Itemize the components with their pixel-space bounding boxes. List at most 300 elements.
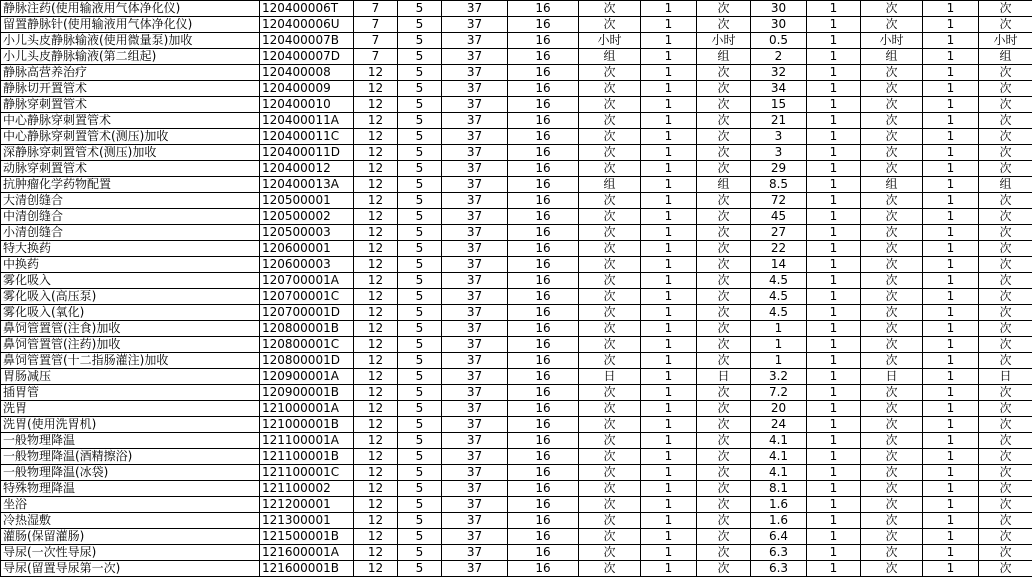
col-3-cell[interactable]: 12 xyxy=(354,529,398,545)
unit-3-cell[interactable]: 次 xyxy=(861,481,923,497)
unit-cell[interactable]: 次 xyxy=(579,161,641,177)
col-3-cell[interactable]: 12 xyxy=(354,209,398,225)
price-cell[interactable]: 30 xyxy=(751,1,807,17)
col-4-cell[interactable]: 5 xyxy=(398,481,442,497)
qty-cell[interactable]: 1 xyxy=(641,433,697,449)
item-code-cell[interactable]: 121100002 xyxy=(260,481,354,497)
col-6-cell[interactable]: 16 xyxy=(508,209,579,225)
unit-3-cell[interactable]: 次 xyxy=(861,113,923,129)
unit-3-cell[interactable]: 次 xyxy=(861,337,923,353)
qty-2-cell[interactable]: 1 xyxy=(807,17,861,33)
unit-4-cell[interactable]: 次 xyxy=(979,129,1032,145)
price-cell[interactable]: 4.5 xyxy=(751,273,807,289)
col-5-cell[interactable]: 37 xyxy=(442,33,508,49)
qty-2-cell[interactable]: 1 xyxy=(807,113,861,129)
item-code-cell[interactable]: 121300001 xyxy=(260,513,354,529)
col-5-cell[interactable]: 37 xyxy=(442,353,508,369)
qty-3-cell[interactable]: 1 xyxy=(923,17,979,33)
item-code-cell[interactable]: 120700001A xyxy=(260,273,354,289)
qty-2-cell[interactable]: 1 xyxy=(807,49,861,65)
item-code-cell[interactable]: 120700001D xyxy=(260,305,354,321)
qty-3-cell[interactable]: 1 xyxy=(923,225,979,241)
col-6-cell[interactable]: 16 xyxy=(508,401,579,417)
unit-cell[interactable]: 次 xyxy=(579,449,641,465)
qty-cell[interactable]: 1 xyxy=(641,97,697,113)
unit-4-cell[interactable]: 组 xyxy=(979,49,1032,65)
price-cell[interactable]: 0.5 xyxy=(751,33,807,49)
qty-cell[interactable]: 1 xyxy=(641,305,697,321)
price-cell[interactable]: 21 xyxy=(751,113,807,129)
item-code-cell[interactable]: 120600001 xyxy=(260,241,354,257)
col-6-cell[interactable]: 16 xyxy=(508,449,579,465)
unit-3-cell[interactable]: 组 xyxy=(861,177,923,193)
unit-cell[interactable]: 次 xyxy=(579,385,641,401)
col-4-cell[interactable]: 5 xyxy=(398,225,442,241)
qty-2-cell[interactable]: 1 xyxy=(807,305,861,321)
qty-cell[interactable]: 1 xyxy=(641,209,697,225)
unit-3-cell[interactable]: 次 xyxy=(861,561,923,577)
unit-4-cell[interactable]: 次 xyxy=(979,65,1032,81)
price-cell[interactable]: 6.3 xyxy=(751,545,807,561)
item-name-cell[interactable]: 冷热湿敷 xyxy=(1,513,260,529)
qty-cell[interactable]: 1 xyxy=(641,465,697,481)
col-6-cell[interactable]: 16 xyxy=(508,321,579,337)
unit-2-cell[interactable]: 次 xyxy=(697,161,751,177)
col-4-cell[interactable]: 5 xyxy=(398,497,442,513)
qty-3-cell[interactable]: 1 xyxy=(923,449,979,465)
col-4-cell[interactable]: 5 xyxy=(398,545,442,561)
qty-3-cell[interactable]: 1 xyxy=(923,369,979,385)
col-6-cell[interactable]: 16 xyxy=(508,433,579,449)
item-name-cell[interactable]: 留置静脉针(使用输液用气体净化仪) xyxy=(1,17,260,33)
col-6-cell[interactable]: 16 xyxy=(508,129,579,145)
price-cell[interactable]: 34 xyxy=(751,81,807,97)
col-6-cell[interactable]: 16 xyxy=(508,273,579,289)
item-name-cell[interactable]: 中换药 xyxy=(1,257,260,273)
qty-2-cell[interactable]: 1 xyxy=(807,529,861,545)
unit-3-cell[interactable]: 次 xyxy=(861,161,923,177)
col-3-cell[interactable]: 12 xyxy=(354,433,398,449)
unit-4-cell[interactable]: 次 xyxy=(979,225,1032,241)
item-code-cell[interactable]: 120400007B xyxy=(260,33,354,49)
unit-4-cell[interactable]: 组 xyxy=(979,177,1032,193)
qty-cell[interactable]: 1 xyxy=(641,241,697,257)
col-6-cell[interactable]: 16 xyxy=(508,545,579,561)
qty-2-cell[interactable]: 1 xyxy=(807,65,861,81)
unit-4-cell[interactable]: 次 xyxy=(979,433,1032,449)
unit-2-cell[interactable]: 次 xyxy=(697,497,751,513)
col-3-cell[interactable]: 12 xyxy=(354,161,398,177)
unit-4-cell[interactable]: 次 xyxy=(979,145,1032,161)
col-4-cell[interactable]: 5 xyxy=(398,145,442,161)
unit-3-cell[interactable]: 次 xyxy=(861,321,923,337)
price-cell[interactable]: 3.2 xyxy=(751,369,807,385)
price-cell[interactable]: 14 xyxy=(751,257,807,273)
qty-3-cell[interactable]: 1 xyxy=(923,321,979,337)
qty-2-cell[interactable]: 1 xyxy=(807,385,861,401)
unit-4-cell[interactable]: 次 xyxy=(979,529,1032,545)
unit-2-cell[interactable]: 次 xyxy=(697,129,751,145)
unit-cell[interactable]: 次 xyxy=(579,17,641,33)
unit-3-cell[interactable]: 次 xyxy=(861,65,923,81)
qty-2-cell[interactable]: 1 xyxy=(807,209,861,225)
item-name-cell[interactable]: 特殊物理降温 xyxy=(1,481,260,497)
qty-2-cell[interactable]: 1 xyxy=(807,289,861,305)
unit-cell[interactable]: 次 xyxy=(579,241,641,257)
unit-2-cell[interactable]: 次 xyxy=(697,1,751,17)
unit-cell[interactable]: 次 xyxy=(579,401,641,417)
unit-2-cell[interactable]: 次 xyxy=(697,81,751,97)
qty-cell[interactable]: 1 xyxy=(641,401,697,417)
col-4-cell[interactable]: 5 xyxy=(398,113,442,129)
qty-cell[interactable]: 1 xyxy=(641,81,697,97)
col-4-cell[interactable]: 5 xyxy=(398,353,442,369)
col-4-cell[interactable]: 5 xyxy=(398,433,442,449)
item-code-cell[interactable]: 120400006U xyxy=(260,17,354,33)
qty-2-cell[interactable]: 1 xyxy=(807,145,861,161)
col-3-cell[interactable]: 12 xyxy=(354,225,398,241)
unit-2-cell[interactable]: 小时 xyxy=(697,33,751,49)
col-4-cell[interactable]: 5 xyxy=(398,529,442,545)
item-name-cell[interactable]: 洗胃 xyxy=(1,401,260,417)
item-code-cell[interactable]: 120700001C xyxy=(260,289,354,305)
unit-cell[interactable]: 日 xyxy=(579,369,641,385)
qty-3-cell[interactable]: 1 xyxy=(923,561,979,577)
unit-3-cell[interactable]: 次 xyxy=(861,545,923,561)
qty-cell[interactable]: 1 xyxy=(641,385,697,401)
item-code-cell[interactable]: 120400011C xyxy=(260,129,354,145)
unit-cell[interactable]: 次 xyxy=(579,193,641,209)
col-3-cell[interactable]: 12 xyxy=(354,257,398,273)
col-3-cell[interactable]: 12 xyxy=(354,65,398,81)
col-6-cell[interactable]: 16 xyxy=(508,369,579,385)
item-name-cell[interactable]: 灌肠(保留灌肠) xyxy=(1,529,260,545)
price-cell[interactable]: 4.5 xyxy=(751,305,807,321)
qty-2-cell[interactable]: 1 xyxy=(807,513,861,529)
item-name-cell[interactable]: 鼻饲管置管(注药)加收 xyxy=(1,337,260,353)
item-code-cell[interactable]: 120500001 xyxy=(260,193,354,209)
item-code-cell[interactable]: 121000001B xyxy=(260,417,354,433)
unit-3-cell[interactable]: 次 xyxy=(861,449,923,465)
col-5-cell[interactable]: 37 xyxy=(442,497,508,513)
unit-2-cell[interactable]: 次 xyxy=(697,465,751,481)
col-5-cell[interactable]: 37 xyxy=(442,161,508,177)
unit-cell[interactable]: 次 xyxy=(579,465,641,481)
unit-4-cell[interactable]: 次 xyxy=(979,417,1032,433)
col-6-cell[interactable]: 16 xyxy=(508,289,579,305)
unit-3-cell[interactable]: 次 xyxy=(861,97,923,113)
col-5-cell[interactable]: 37 xyxy=(442,241,508,257)
price-cell[interactable]: 1.6 xyxy=(751,513,807,529)
price-cell[interactable]: 7.2 xyxy=(751,385,807,401)
unit-2-cell[interactable]: 次 xyxy=(697,289,751,305)
unit-4-cell[interactable]: 次 xyxy=(979,449,1032,465)
item-name-cell[interactable]: 深静脉穿刺置管术(测压)加收 xyxy=(1,145,260,161)
item-name-cell[interactable]: 雾化吸入 xyxy=(1,273,260,289)
unit-2-cell[interactable]: 次 xyxy=(697,209,751,225)
col-4-cell[interactable]: 5 xyxy=(398,177,442,193)
unit-4-cell[interactable]: 次 xyxy=(979,497,1032,513)
unit-4-cell[interactable]: 次 xyxy=(979,1,1032,17)
unit-3-cell[interactable]: 次 xyxy=(861,305,923,321)
unit-4-cell[interactable]: 次 xyxy=(979,289,1032,305)
col-3-cell[interactable]: 12 xyxy=(354,241,398,257)
unit-cell[interactable]: 次 xyxy=(579,97,641,113)
item-code-cell[interactable]: 120500002 xyxy=(260,209,354,225)
col-6-cell[interactable]: 16 xyxy=(508,17,579,33)
item-code-cell[interactable]: 120600003 xyxy=(260,257,354,273)
col-6-cell[interactable]: 16 xyxy=(508,33,579,49)
qty-3-cell[interactable]: 1 xyxy=(923,129,979,145)
col-5-cell[interactable]: 37 xyxy=(442,17,508,33)
qty-3-cell[interactable]: 1 xyxy=(923,465,979,481)
unit-2-cell[interactable]: 次 xyxy=(697,401,751,417)
unit-3-cell[interactable]: 次 xyxy=(861,241,923,257)
item-code-cell[interactable]: 120400012 xyxy=(260,161,354,177)
unit-cell[interactable]: 次 xyxy=(579,257,641,273)
item-name-cell[interactable]: 静脉切开置管术 xyxy=(1,81,260,97)
item-name-cell[interactable]: 小儿头皮静脉输液(使用微量泵)加收 xyxy=(1,33,260,49)
qty-2-cell[interactable]: 1 xyxy=(807,225,861,241)
qty-2-cell[interactable]: 1 xyxy=(807,97,861,113)
item-code-cell[interactable]: 121000001A xyxy=(260,401,354,417)
col-6-cell[interactable]: 16 xyxy=(508,305,579,321)
col-4-cell[interactable]: 5 xyxy=(398,289,442,305)
unit-3-cell[interactable]: 次 xyxy=(861,417,923,433)
qty-3-cell[interactable]: 1 xyxy=(923,353,979,369)
col-5-cell[interactable]: 37 xyxy=(442,433,508,449)
item-name-cell[interactable]: 导尿(留置导尿第一次) xyxy=(1,561,260,577)
qty-2-cell[interactable]: 1 xyxy=(807,481,861,497)
col-5-cell[interactable]: 37 xyxy=(442,561,508,577)
qty-2-cell[interactable]: 1 xyxy=(807,417,861,433)
unit-3-cell[interactable]: 次 xyxy=(861,433,923,449)
qty-2-cell[interactable]: 1 xyxy=(807,161,861,177)
col-4-cell[interactable]: 5 xyxy=(398,161,442,177)
col-6-cell[interactable]: 16 xyxy=(508,465,579,481)
item-name-cell[interactable]: 胃肠减压 xyxy=(1,369,260,385)
qty-2-cell[interactable]: 1 xyxy=(807,241,861,257)
item-name-cell[interactable]: 一般物理降温(酒精擦浴) xyxy=(1,449,260,465)
unit-4-cell[interactable]: 次 xyxy=(979,113,1032,129)
item-code-cell[interactable]: 121200001 xyxy=(260,497,354,513)
price-cell[interactable]: 1 xyxy=(751,337,807,353)
qty-3-cell[interactable]: 1 xyxy=(923,401,979,417)
unit-3-cell[interactable]: 次 xyxy=(861,385,923,401)
unit-4-cell[interactable]: 次 xyxy=(979,513,1032,529)
item-code-cell[interactable]: 120800001D xyxy=(260,353,354,369)
col-6-cell[interactable]: 16 xyxy=(508,49,579,65)
unit-2-cell[interactable]: 次 xyxy=(697,17,751,33)
price-cell[interactable]: 32 xyxy=(751,65,807,81)
col-4-cell[interactable]: 5 xyxy=(398,385,442,401)
qty-cell[interactable]: 1 xyxy=(641,17,697,33)
col-4-cell[interactable]: 5 xyxy=(398,257,442,273)
unit-cell[interactable]: 次 xyxy=(579,65,641,81)
unit-2-cell[interactable]: 次 xyxy=(697,241,751,257)
unit-4-cell[interactable]: 次 xyxy=(979,97,1032,113)
unit-4-cell[interactable]: 次 xyxy=(979,241,1032,257)
col-5-cell[interactable]: 37 xyxy=(442,513,508,529)
item-name-cell[interactable]: 中心静脉穿刺置管术 xyxy=(1,113,260,129)
col-6-cell[interactable]: 16 xyxy=(508,225,579,241)
unit-4-cell[interactable]: 次 xyxy=(979,17,1032,33)
unit-3-cell[interactable]: 次 xyxy=(861,257,923,273)
col-5-cell[interactable]: 37 xyxy=(442,129,508,145)
qty-cell[interactable]: 1 xyxy=(641,225,697,241)
col-5-cell[interactable]: 37 xyxy=(442,49,508,65)
unit-2-cell[interactable]: 次 xyxy=(697,305,751,321)
col-3-cell[interactable]: 12 xyxy=(354,497,398,513)
unit-4-cell[interactable]: 次 xyxy=(979,161,1032,177)
col-3-cell[interactable]: 12 xyxy=(354,385,398,401)
price-cell[interactable]: 3 xyxy=(751,129,807,145)
qty-cell[interactable]: 1 xyxy=(641,289,697,305)
col-6-cell[interactable]: 16 xyxy=(508,529,579,545)
qty-3-cell[interactable]: 1 xyxy=(923,193,979,209)
unit-2-cell[interactable]: 次 xyxy=(697,353,751,369)
col-5-cell[interactable]: 37 xyxy=(442,225,508,241)
unit-cell[interactable]: 小时 xyxy=(579,33,641,49)
unit-2-cell[interactable]: 次 xyxy=(697,193,751,209)
col-6-cell[interactable]: 16 xyxy=(508,65,579,81)
price-cell[interactable]: 27 xyxy=(751,225,807,241)
qty-cell[interactable]: 1 xyxy=(641,321,697,337)
col-3-cell[interactable]: 7 xyxy=(354,17,398,33)
qty-3-cell[interactable]: 1 xyxy=(923,289,979,305)
unit-cell[interactable]: 次 xyxy=(579,561,641,577)
item-code-cell[interactable]: 120500003 xyxy=(260,225,354,241)
col-6-cell[interactable]: 16 xyxy=(508,97,579,113)
item-name-cell[interactable]: 插胃管 xyxy=(1,385,260,401)
item-code-cell[interactable]: 120400011A xyxy=(260,113,354,129)
unit-2-cell[interactable]: 次 xyxy=(697,145,751,161)
col-3-cell[interactable]: 12 xyxy=(354,273,398,289)
col-5-cell[interactable]: 37 xyxy=(442,113,508,129)
unit-3-cell[interactable]: 次 xyxy=(861,209,923,225)
col-6-cell[interactable]: 16 xyxy=(508,417,579,433)
unit-cell[interactable]: 次 xyxy=(579,321,641,337)
qty-3-cell[interactable]: 1 xyxy=(923,385,979,401)
qty-cell[interactable]: 1 xyxy=(641,369,697,385)
col-3-cell[interactable]: 12 xyxy=(354,289,398,305)
unit-cell[interactable]: 次 xyxy=(579,209,641,225)
unit-2-cell[interactable]: 次 xyxy=(697,65,751,81)
col-4-cell[interactable]: 5 xyxy=(398,513,442,529)
col-5-cell[interactable]: 37 xyxy=(442,273,508,289)
qty-2-cell[interactable]: 1 xyxy=(807,337,861,353)
col-5-cell[interactable]: 37 xyxy=(442,305,508,321)
col-6-cell[interactable]: 16 xyxy=(508,161,579,177)
unit-3-cell[interactable]: 日 xyxy=(861,369,923,385)
col-5-cell[interactable]: 37 xyxy=(442,417,508,433)
item-name-cell[interactable]: 中清创缝合 xyxy=(1,209,260,225)
item-code-cell[interactable]: 121500001B xyxy=(260,529,354,545)
unit-cell[interactable]: 次 xyxy=(579,273,641,289)
price-cell[interactable]: 4.1 xyxy=(751,465,807,481)
unit-cell[interactable]: 次 xyxy=(579,81,641,97)
item-name-cell[interactable]: 鼻饲管置管(注食)加收 xyxy=(1,321,260,337)
col-3-cell[interactable]: 12 xyxy=(354,401,398,417)
item-code-cell[interactable]: 121600001B xyxy=(260,561,354,577)
unit-cell[interactable]: 次 xyxy=(579,305,641,321)
unit-2-cell[interactable]: 次 xyxy=(697,417,751,433)
qty-cell[interactable]: 1 xyxy=(641,161,697,177)
unit-4-cell[interactable]: 次 xyxy=(979,401,1032,417)
qty-2-cell[interactable]: 1 xyxy=(807,1,861,17)
item-name-cell[interactable]: 坐浴 xyxy=(1,497,260,513)
qty-cell[interactable]: 1 xyxy=(641,65,697,81)
unit-cell[interactable]: 次 xyxy=(579,113,641,129)
item-name-cell[interactable]: 雾化吸入(高压泵) xyxy=(1,289,260,305)
item-code-cell[interactable]: 120400007D xyxy=(260,49,354,65)
col-5-cell[interactable]: 37 xyxy=(442,257,508,273)
item-code-cell[interactable]: 120400010 xyxy=(260,97,354,113)
col-4-cell[interactable]: 5 xyxy=(398,33,442,49)
unit-4-cell[interactable]: 次 xyxy=(979,353,1032,369)
qty-3-cell[interactable]: 1 xyxy=(923,305,979,321)
unit-cell[interactable]: 次 xyxy=(579,417,641,433)
qty-cell[interactable]: 1 xyxy=(641,417,697,433)
col-3-cell[interactable]: 12 xyxy=(354,145,398,161)
unit-2-cell[interactable]: 次 xyxy=(697,481,751,497)
qty-cell[interactable]: 1 xyxy=(641,545,697,561)
col-4-cell[interactable]: 5 xyxy=(398,17,442,33)
col-4-cell[interactable]: 5 xyxy=(398,449,442,465)
col-3-cell[interactable]: 12 xyxy=(354,481,398,497)
col-6-cell[interactable]: 16 xyxy=(508,513,579,529)
col-4-cell[interactable]: 5 xyxy=(398,241,442,257)
unit-4-cell[interactable]: 日 xyxy=(979,369,1032,385)
col-5-cell[interactable]: 37 xyxy=(442,65,508,81)
price-cell[interactable]: 1 xyxy=(751,353,807,369)
unit-2-cell[interactable]: 次 xyxy=(697,337,751,353)
unit-4-cell[interactable]: 次 xyxy=(979,257,1032,273)
item-code-cell[interactable]: 121100001C xyxy=(260,465,354,481)
col-4-cell[interactable]: 5 xyxy=(398,97,442,113)
unit-4-cell[interactable]: 次 xyxy=(979,545,1032,561)
unit-3-cell[interactable]: 次 xyxy=(861,529,923,545)
price-cell[interactable]: 4.1 xyxy=(751,433,807,449)
col-5-cell[interactable]: 37 xyxy=(442,209,508,225)
unit-4-cell[interactable]: 次 xyxy=(979,337,1032,353)
qty-cell[interactable]: 1 xyxy=(641,193,697,209)
qty-cell[interactable]: 1 xyxy=(641,49,697,65)
unit-2-cell[interactable]: 次 xyxy=(697,113,751,129)
unit-cell[interactable]: 次 xyxy=(579,353,641,369)
price-cell[interactable]: 29 xyxy=(751,161,807,177)
qty-2-cell[interactable]: 1 xyxy=(807,177,861,193)
qty-3-cell[interactable]: 1 xyxy=(923,273,979,289)
col-5-cell[interactable]: 37 xyxy=(442,321,508,337)
col-3-cell[interactable]: 12 xyxy=(354,321,398,337)
col-6-cell[interactable]: 16 xyxy=(508,145,579,161)
unit-3-cell[interactable]: 小时 xyxy=(861,33,923,49)
qty-cell[interactable]: 1 xyxy=(641,337,697,353)
unit-3-cell[interactable]: 次 xyxy=(861,129,923,145)
col-6-cell[interactable]: 16 xyxy=(508,81,579,97)
col-4-cell[interactable]: 5 xyxy=(398,369,442,385)
col-3-cell[interactable]: 7 xyxy=(354,49,398,65)
unit-4-cell[interactable]: 次 xyxy=(979,465,1032,481)
qty-3-cell[interactable]: 1 xyxy=(923,497,979,513)
price-cell[interactable]: 1.6 xyxy=(751,497,807,513)
item-name-cell[interactable]: 小清创缝合 xyxy=(1,225,260,241)
col-6-cell[interactable]: 16 xyxy=(508,241,579,257)
col-5-cell[interactable]: 37 xyxy=(442,177,508,193)
price-cell[interactable]: 4.1 xyxy=(751,449,807,465)
col-4-cell[interactable]: 5 xyxy=(398,465,442,481)
